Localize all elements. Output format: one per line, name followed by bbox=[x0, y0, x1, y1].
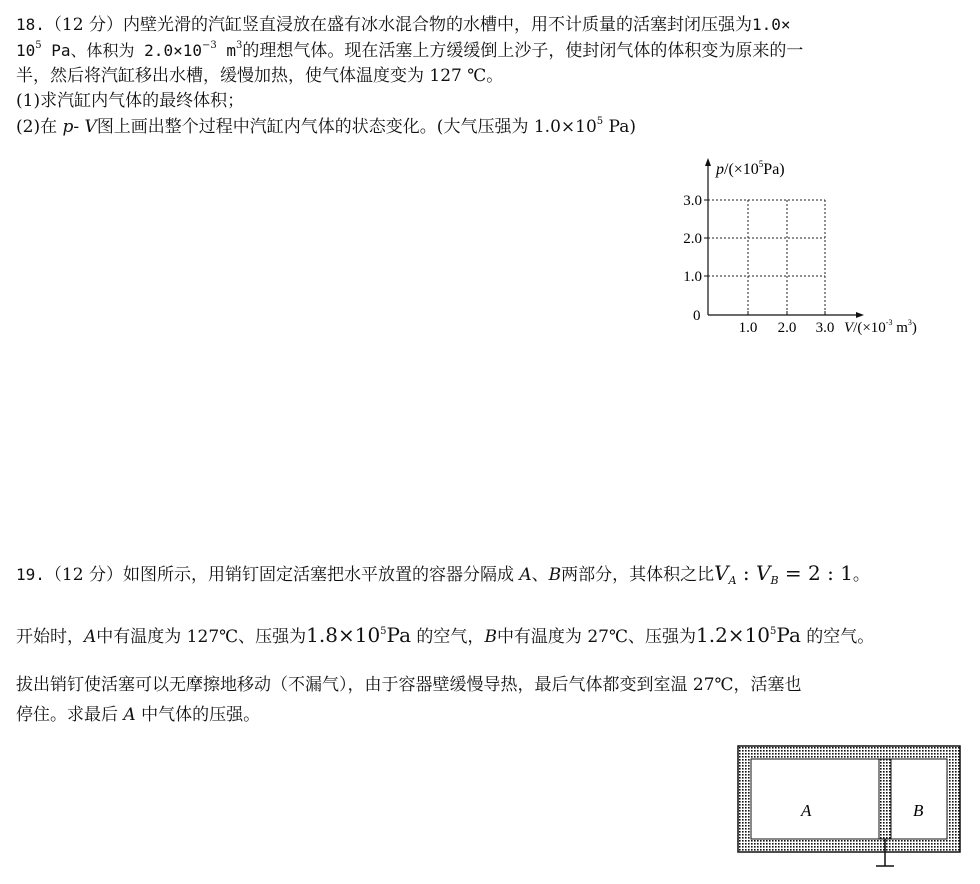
x-axis-arrow bbox=[856, 312, 864, 318]
q18-line-2 bbox=[16, 40, 803, 62]
y-tick-2: 2.0 bbox=[683, 231, 702, 247]
y-tick-1: 1.0 bbox=[683, 269, 702, 285]
q18-line2-exp1: 5 bbox=[35, 40, 42, 51]
chamber-A bbox=[751, 759, 879, 839]
q19-line1-text: 如图所示，用销钉固定活塞把水平放置的容器分隔成 bbox=[122, 565, 520, 585]
q18-line2-exp2: −3 bbox=[201, 40, 217, 51]
pv-graph bbox=[660, 150, 970, 350]
q18-points: （12 分） bbox=[44, 15, 123, 35]
q19-number: 19. bbox=[16, 565, 45, 584]
q18-part2-c: Pa) bbox=[603, 117, 636, 137]
y-axis-arrow bbox=[705, 158, 711, 166]
q18-line-3: 半，然后将汽缸移出水槽，缓慢加热，使气体温度变为 127 ℃。 bbox=[16, 66, 504, 86]
q18-line2-text1: Pa、体积为 2.0×10 bbox=[41, 41, 202, 60]
chamber-B bbox=[891, 759, 947, 839]
q18-part-1: (1)求汽缸内气体的最终体积； bbox=[16, 91, 245, 111]
origin-label: 0 bbox=[693, 308, 701, 324]
q19-line1-sep: 、 bbox=[531, 565, 549, 585]
x-tick-3: 3.0 bbox=[815, 320, 835, 336]
q18-line2-text2: m bbox=[216, 41, 236, 60]
q18-part2-dash: - bbox=[73, 117, 85, 137]
q19-pressure-B: $1.2\times 10^5Pa$ bbox=[696, 623, 801, 647]
q19-pressure-A: $1.8\times 10^5Pa$ bbox=[306, 623, 412, 647]
q18-line2-base: 10 bbox=[16, 41, 36, 60]
q19-line-2: 开始时，A中有温度为 127℃、压强为$1.8\times 10^5Pa$ 的空气，B中有温度为 27℃、压强为$1.2\times 10^5Pa$ 的空气。 bbox=[16, 623, 875, 647]
q18-line2-exp3: 3 bbox=[236, 40, 243, 51]
x-tick-2: 2.0 bbox=[777, 320, 797, 336]
x-tick-1: 1.0 bbox=[738, 320, 758, 336]
q19-line1-B: B bbox=[548, 565, 562, 585]
y-axis-label: $p/(\times 10^5Pa)$ bbox=[716, 159, 785, 178]
container-diagram bbox=[736, 744, 966, 874]
q19-line1-text2: 两部分，其体积之比 bbox=[561, 565, 715, 585]
q18-part2-a: (2)在 bbox=[16, 117, 63, 137]
q18-number: 18. bbox=[16, 15, 45, 34]
q18-line1-text: 内壁光滑的汽缸竖直浸放在盛有冰水混合物的水槽中，用不计质量的活塞封闭压强为 bbox=[122, 15, 752, 35]
q18-line-1 bbox=[16, 14, 790, 36]
q18-part2-p: p bbox=[62, 117, 74, 137]
x-axis-label: $V/(\times 10^{-3}$ $m^3$) bbox=[844, 318, 917, 336]
piston bbox=[879, 759, 891, 839]
q18-line2-text3: 的理想气体。现在活塞上方缓缓倒上沙子，使封闭气体的体积变为原来的一 bbox=[242, 41, 804, 61]
q18-part2-v: V bbox=[84, 117, 97, 137]
q19-ratio: $V_A$ : $V_B = 2$ : 1 bbox=[714, 561, 853, 587]
q19-ratio-end: 。 bbox=[852, 565, 870, 585]
q19-line-4: 停住。求最后 A 中气体的压强。 bbox=[16, 705, 261, 725]
q18-part2-b: 图上画出整个过程中汽缸内气体的状态变化。(大气压强为 1.0×10 bbox=[96, 117, 597, 137]
q18-part-2 bbox=[16, 116, 636, 138]
y-tick-3: 3.0 bbox=[683, 193, 702, 209]
label-B: B bbox=[913, 801, 924, 820]
q19-points: （12 分） bbox=[44, 565, 123, 585]
q19-line-3: 拔出销钉使活塞可以无摩擦地移动（不漏气），由于容器壁缓慢导热，最后气体都变到室温 27℃，活塞也 bbox=[16, 675, 802, 695]
q18-part2-exp: 5 bbox=[596, 116, 604, 127]
q19-line-1 bbox=[16, 562, 870, 586]
q19-line1-A: A bbox=[519, 565, 532, 585]
label-A: A bbox=[801, 801, 812, 820]
q18-line1-value: 1.0× bbox=[751, 15, 791, 34]
